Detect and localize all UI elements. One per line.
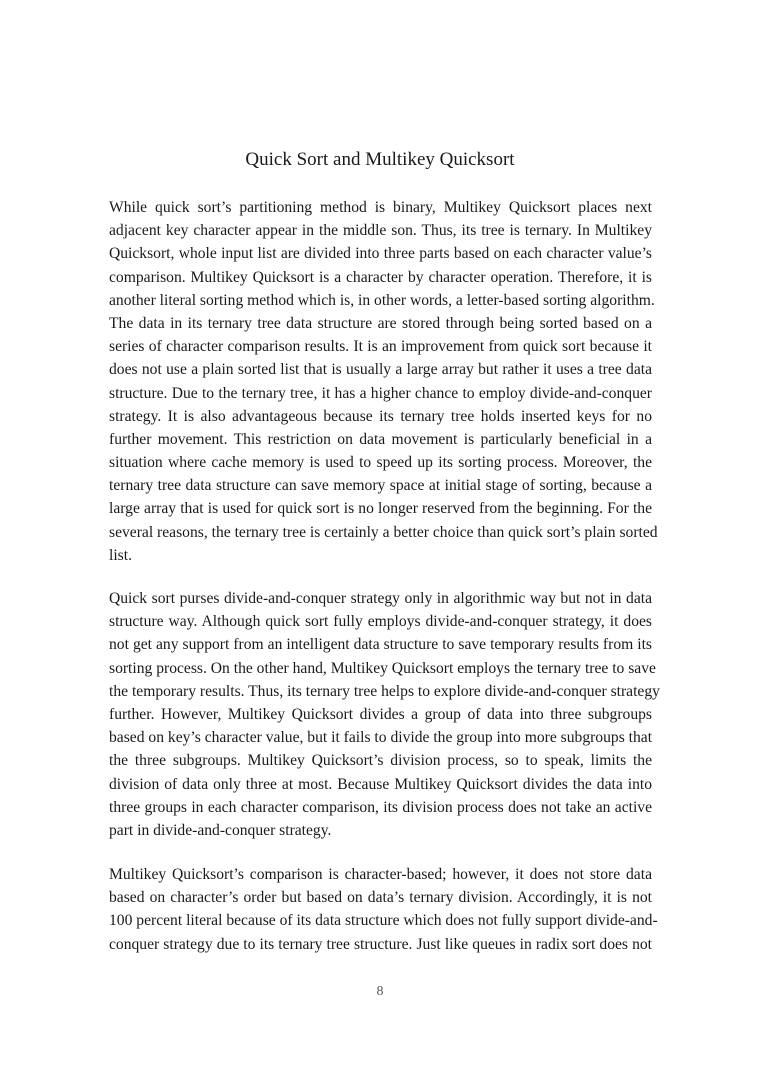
- paragraph-2: [109, 587, 660, 842]
- text-line: another literal sorting method which is, in other words, a letter-based sorting algorithm.: [109, 291, 655, 309]
- text-line: does not use a plain sorted list that is usually a large array but rather it uses a tree data: [109, 361, 652, 379]
- text-line: Multikey Quicksort’s comparison is character-based; however, it does not store data: [109, 866, 652, 883]
- paragraph-3: [109, 863, 658, 956]
- text-line: large array that is used for quick sort is no longer reserved from the beginning. For the: [109, 500, 652, 518]
- text-line: sorting process. On the other hand, Multikey Quicksort employs the ternary tree to save: [109, 659, 656, 677]
- text-line: part in divide-and-conquer strategy.: [109, 821, 332, 839]
- text-line: the three subgroups. Multikey Quicksort’s division process, so to speak, limits the: [109, 752, 652, 770]
- text-line: series of character comparison results. It is an improvement from quick sort because it: [109, 338, 652, 356]
- text-line: structure way. Although quick sort fully employs divide-and-conquer strategy, it does: [109, 613, 652, 631]
- text-line: three groups in each character comparison, its division process does not take an active: [109, 798, 652, 816]
- text-line: adjacent key character appear in the middle son. Thus, its tree is ternary. In Multikey: [109, 222, 652, 240]
- text-line: comparison. Multikey Quicksort is a character by character operation. Therefore, it is: [109, 268, 652, 286]
- text-line: list.: [109, 546, 132, 564]
- text-line: division of data only three at most. Because Multikey Quicksort divides the data into: [109, 775, 652, 793]
- text-line: strategy. It is also advantageous because its ternary tree holds inserted keys for no: [109, 407, 652, 425]
- text-line: conquer strategy due to its ternary tree structure. Just like queues in radix sort does not: [109, 935, 652, 953]
- text-line: Quick sort purses divide-and-conquer strategy only in algorithmic way but not in data: [109, 590, 652, 607]
- text-line: several reasons, the ternary tree is certainly a better choice than quick sort’s plain sorted: [109, 523, 658, 541]
- paragraph-1: [109, 196, 658, 567]
- text-line: further. However, Multikey Quicksort divides a group of data into three subgroups: [109, 705, 652, 723]
- page-number: 8: [376, 984, 384, 999]
- text-line: situation where cache memory is used to speed up its sorting process. Moreover, the: [109, 454, 652, 472]
- text-line: further movement. This restriction on data movement is particularly beneficial in a: [109, 430, 652, 448]
- text-line: the temporary results. Thus, its ternary tree helps to explore divide-and-conquer strategy: [109, 682, 660, 700]
- text-line: structure. Due to the ternary tree, it has a higher chance to employ divide-and-conquer: [109, 384, 652, 402]
- text-line: Quicksort, whole input list are divided into three parts based on each character value’s: [109, 245, 652, 263]
- text-line: based on character’s order but based on data’s ternary division. Accordingly, it is not: [109, 889, 652, 907]
- text-line: The data in its ternary tree data structure are stored through being sorted based on a: [109, 314, 652, 332]
- text-line: based on key’s character value, but it fails to divide the group into more subgroups that: [109, 729, 653, 747]
- text-line: not get any support from an intelligent data structure to save temporary results from its: [109, 636, 652, 654]
- page-title: Quick Sort and Multikey Quicksort: [245, 149, 515, 170]
- text-line: ternary tree data structure can save memory space at initial stage of sorting, because a: [109, 477, 652, 495]
- text-line: While quick sort’s partitioning method is binary, Multikey Quicksort places next: [109, 199, 652, 216]
- text-line: 100 percent literal because of its data structure which does not fully support divide-and-: [109, 912, 658, 930]
